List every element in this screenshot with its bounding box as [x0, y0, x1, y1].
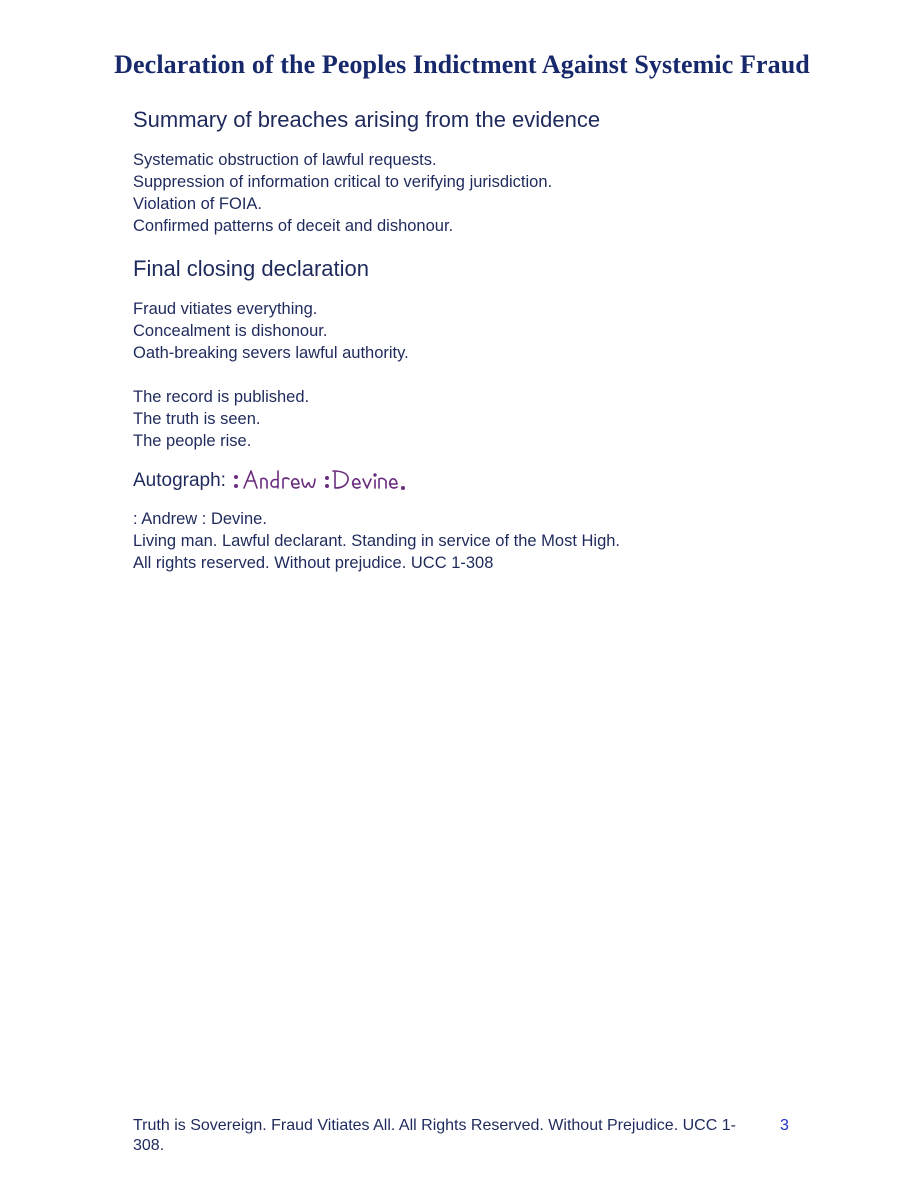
- breaches-heading: Summary of breaches arising from the evidence: [133, 107, 601, 132]
- closing-heading: Final closing declaration: [133, 256, 370, 281]
- document-body: [133, 106, 813, 574]
- breach-item: Confirmed patterns of deceit and dishonour.: [133, 217, 454, 235]
- page-number: 3: [780, 1117, 789, 1134]
- document-title: Declaration of the Peoples Indictment Against Systemic Fraud: [114, 50, 810, 79]
- breach-item: Suppression of information critical to verifying jurisdiction.: [133, 173, 553, 191]
- signoff-block: [133, 508, 813, 574]
- signoff-reservation: All rights reserved. Without prejudice. UCC 1-308: [133, 554, 494, 572]
- principle-line: Oath-breaking severs lawful authority.: [133, 344, 409, 362]
- closing-heading-wrap: [133, 255, 813, 283]
- signoff-status: Living man. Lawful declarant. Standing in service of the Most High.: [133, 532, 621, 550]
- footer-text: Truth is Sovereign. Fraud Vitiates All. All Rights Reserved. Without Prejudice. UCC 1-308.: [133, 1117, 736, 1154]
- autograph-row: [133, 466, 813, 496]
- breach-item: Systematic obstruction of lawful requests.: [133, 151, 437, 169]
- record-line: The truth is seen.: [133, 410, 261, 428]
- principle-line: Fraud vitiates everything.: [133, 300, 318, 318]
- breach-item: Violation of FOIA.: [133, 195, 263, 213]
- principle-line: Concealment is dishonour.: [133, 322, 328, 340]
- breaches-list: [133, 149, 813, 237]
- handwritten-signature: [232, 466, 414, 496]
- closing-principles: [133, 298, 813, 364]
- record-line: The people rise.: [133, 432, 252, 450]
- autograph-label: Autograph:: [133, 470, 226, 491]
- signoff-name: : Andrew : Devine.: [133, 510, 267, 528]
- record-line: The record is published.: [133, 388, 310, 406]
- closing-record: [133, 386, 813, 452]
